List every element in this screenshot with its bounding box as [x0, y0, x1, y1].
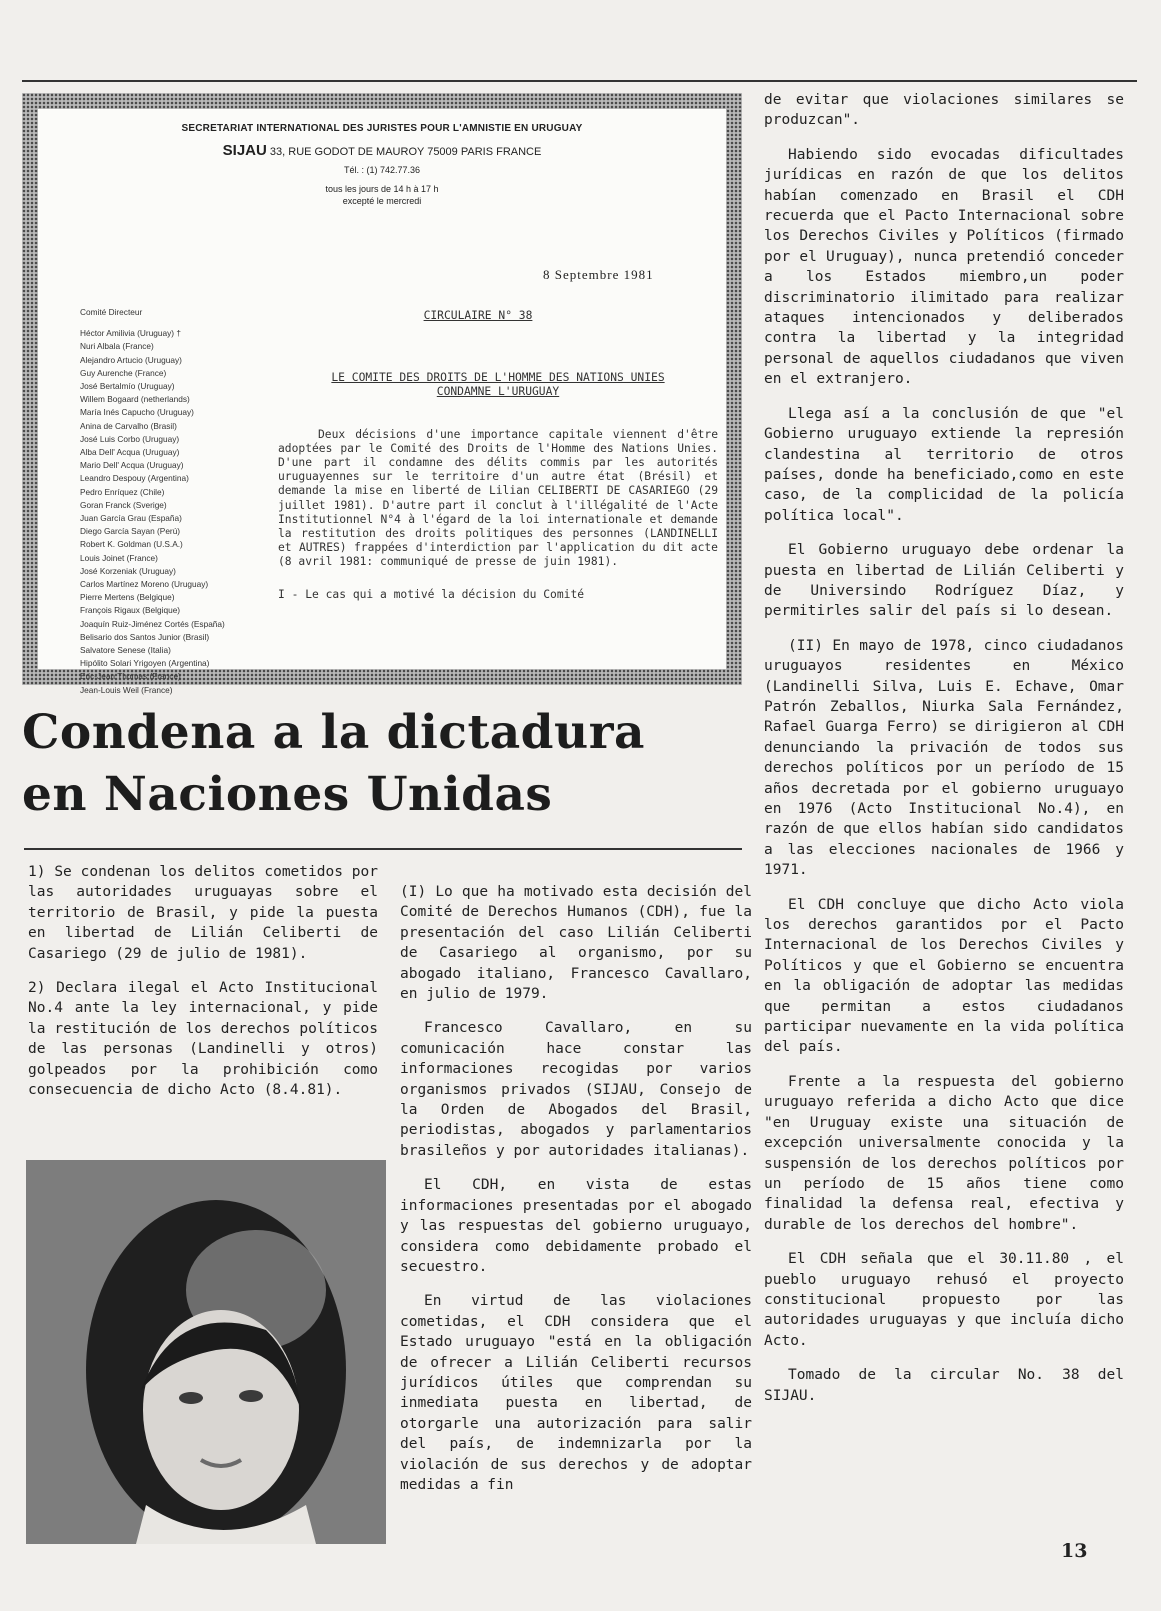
article-paragraph: En virtud de las violaciones cometidas, el CDH considera que el Estado uruguayo "está en la obligación de ofrecer a Lilián Celiberti recursos jurídicos útiles que comprendan su inmediata puesta en libertad, de otorgarle una autorización para salir del país, de indemnizarla por la violación de sus derechos y de adoptar medidas a fin	[400, 1293, 752, 1493]
circular-subject-line-2: CONDAMNE L'URUGUAY	[436, 385, 560, 399]
committee-member: Mario Dell' Acqua (Uruguay)	[80, 460, 184, 471]
article-paragraph: El CDH concluye que dicho Acto viola los derechos garantidos por el Pacto Internacional de los Derechos Civiles y Políticos y que el Gobierno se encuentra en la obligación de adoptar las medidas que permitan a estos ciudadanos participar nuevamente en la vida política del país.	[764, 896, 1124, 1056]
committee-member: Leandro Despouy (Argentina)	[80, 473, 189, 484]
committee-member: Pedro Enríquez (Chile)	[80, 486, 165, 497]
article-paragraph: Frente a la respuesta del gobierno uruguayo referida a dicho Acto que dice "en Uruguay existe una situación de excepción universalmente conocida y la suspensión de los derechos políticos por un período de 15 años tiene como finalidad la defensa real, efectiva y durable de los derechos del hombre".	[764, 1073, 1124, 1233]
committee-list	[80, 327, 280, 697]
article-paragraph: Llega así a la conclusión de que "el Gobierno uruguayo extiende la represión clandestina al territorio de otros países, donde ha beneficiado,como en este caso, de la complicidad de la policía política local".	[764, 405, 1124, 524]
committee-member: Jean-Louis Weil (France)	[80, 684, 173, 695]
circular-subject-line-1: LE COMITE DES DROITS DE L'HOMME DES NATIONS UNIES	[331, 371, 665, 385]
portrait-image	[26, 1160, 386, 1544]
committee-member: Anina de Carvalho (Brasil)	[80, 420, 177, 431]
committee-member: Juan García Grau (España)	[80, 513, 182, 524]
committee-member: Eric-Jean Thomas (France)	[80, 671, 181, 682]
circular-section-start: I - Le cas qui a motivé la décision du Comité	[278, 587, 585, 601]
committee-member: Guy Aurenche (France)	[80, 367, 167, 378]
circular-body-paragraph: Deux décisions d'une importance capitale viennent d'être adoptées par le Comité des Droits de l'Homme des Nations Unies. D'une part il condamne des délits commis par les autorités uruguayennes sur le territoire d'un autre état (Brésil) et demande la mise en liberté de Lilian CELIBERTI DE CASARIEGO (29 juillet 1981). D'autre part il conclut à l'illégalité de l'Acte Institutionnel N°4 à l'égard de la loi internationale et demande la restitution des droits politiques des personnes (LANDINELLI et AUTRES) frappées d'interdiction par l'application du dit acte (8 avril 1981: communiqué de presse de juin 1981).	[278, 427, 718, 569]
letterhead-address: 33, RUE GODOT DE MAUROY 75009 PARIS FRANCE	[269, 146, 542, 158]
letterhead	[38, 123, 726, 207]
committee-member: Goran Franck (Sverige)	[80, 499, 167, 510]
committee-member: Diego García Sayan (Perú)	[80, 526, 181, 537]
committee-member: Willem Bogaard (netherlands)	[80, 394, 190, 405]
circular-document	[38, 109, 726, 695]
headline-line-2: en Naciones Unidas	[22, 767, 553, 822]
committee-title: Comité Directeur	[80, 307, 143, 317]
top-rule	[22, 80, 1137, 82]
headline-line-1: Condena a la dictadura	[22, 705, 645, 760]
letterhead-hours-block	[38, 183, 726, 207]
circular-title: CIRCULAIRE N° 38	[423, 309, 533, 322]
committee-member: José Bertalmío (Uruguay)	[80, 381, 175, 392]
article-paragraph: El Gobierno uruguayo debe ordenar la puesta en libertad de Lilián Celiberti y de Universindo Rodríguez Díaz, y permitirles salir del país si lo desean.	[764, 542, 1124, 620]
committee-member: Joaquín Ruiz-Jiménez Cortés (España)	[80, 618, 225, 629]
article-paragraph: Tomado de la circular No. 38 del SIJAU.	[764, 1367, 1124, 1404]
letterhead-org: SECRETARIAT INTERNATIONAL DES JURISTES POUR L'AMNISTIE EN URUGUAY	[181, 123, 583, 134]
committee-member: Carlos Martínez Moreno (Uruguay)	[80, 579, 209, 590]
committee-member: François Rigaux (Belgique)	[80, 605, 181, 616]
page-number: 13	[1061, 1540, 1088, 1562]
committee-member: Robert K. Goldman (U.S.A.)	[80, 539, 183, 550]
committee-member: Alejandro Artucio (Uruguay)	[80, 354, 182, 365]
letterhead-hours: tous les jours de 14 h à 17 h	[325, 184, 439, 194]
committee-member: José Luis Corbo (Uruguay)	[80, 433, 180, 444]
committee-sidebar	[80, 306, 280, 697]
article-column-2	[400, 882, 752, 1509]
committee-member: Nuri Albala (France)	[80, 341, 154, 352]
committee-member: María Inés Capucho (Uruguay)	[80, 407, 194, 418]
letterhead-phone: Tél. : (1) 742.77.36	[343, 165, 421, 175]
article-column-1	[28, 862, 378, 1114]
circular-document-frame	[22, 93, 742, 695]
article-paragraph: 2) Declara ilegal el Acto Institucional No.4 ante la ley internacional, y pide la restitución de los derechos políticos de las personas (Landinelli y otros) golpeados por la prohibición como consecuencia de dicho Acto (8.4.81).	[28, 980, 378, 1099]
committee-member: Louis Joinet (France)	[80, 552, 158, 563]
committee-member: Belisario dos Santos Junior (Brasil)	[80, 631, 210, 642]
letter-date: 8 Septembre 1981	[543, 267, 654, 282]
letterhead-acronym: SIJAU	[222, 142, 267, 159]
portrait-photo	[26, 1160, 386, 1544]
headline-rule	[24, 848, 742, 850]
committee-member: Héctor Amilivia (Uruguay) †	[80, 328, 181, 339]
committee-member: Alba Dell' Acqua (Uruguay)	[80, 447, 180, 458]
committee-member: Salvatore Senese (Italia)	[80, 645, 171, 656]
article-paragraph: El CDH, en vista de estas informaciones presentadas por el abogado y las respuestas del gobierno uruguayo, considera como debidamente probado el secuestro.	[400, 1177, 752, 1275]
committee-member: Pierre Mertens (Belgique)	[80, 592, 175, 603]
article-paragraph: El CDH señala que el 30.11.80 , el pueblo uruguayo rehusó el proyecto constitucional propuesto por las autoridades uruguayas y que incluía dicho Acto.	[764, 1251, 1124, 1349]
letter-body	[278, 309, 718, 602]
committee-member: José Korzeniak (Uruguay)	[80, 565, 176, 576]
article-column-3	[764, 90, 1124, 1420]
letterhead-address-line	[38, 142, 726, 159]
letterhead-exception: excepté le mercredi	[342, 196, 422, 206]
article-paragraph: Habiendo sido evocadas dificultades jurídicas en razón de que los delitos habían comenzado en Brasil el CDH recuerda que el Pacto Internacional sobre los Derechos Civiles y Políticos (firmado por el Uruguay), nunca pretendió conceder a los Estados miembro,un poder discriminatorio ilimitado para realizar ataques intencionados y deliberados contra la libertad y la integridad personal de aquellos ciudadanos que viven en el extranjero.	[764, 146, 1124, 388]
article-paragraph: de evitar que violaciones similares se produzcan".	[764, 92, 1124, 129]
article-headline	[22, 702, 742, 826]
article-paragraph: 1) Se condenan los delitos cometidos por las autoridades uruguayas sobre el territorio de Brasil, y pide la puesta en libertad de Lilián Celiberti de Casariego (29 de julio de 1981).	[28, 864, 378, 962]
article-paragraph: Francesco Cavallaro, en su comunicación hace constar las informaciones recogidas por varios organismos privados (SIJAU, Consejo de la Orden de Abogados del Brasil, periodistas, abogados y parlamentarios brasileños y por autoridades italianas).	[400, 1020, 752, 1159]
circular-subject	[278, 371, 718, 399]
article-paragraph: (I) Lo que ha motivado esta decisión del Comité de Derechos Humanos (CDH), fue la presentación del caso Lilián Celiberti de Casariego al organismo, por su abogado italiano, Francesco Cavallaro, en julio de 1979.	[400, 884, 752, 1003]
article-paragraph: (II) En mayo de 1978, cinco ciudadanos uruguayos residentes en México (Landinelli Silva, Luis E. Echave, Omar Patrón Zeballos, Niurka Sala Fernández, Rafael Guarga Ferro) se dirigieron al CDH denunciando la privación de todos sus derechos políticos por un período de 15 años decretada por el gobierno uruguayo en 1976 (Acto Institucional No.4), en razón de que ellos habían sido candidatos a las elecciones nacionales de 1966 y 1971.	[764, 637, 1124, 879]
committee-member: Hipólito Solari Yrigoyen (Argentina)	[80, 658, 210, 669]
